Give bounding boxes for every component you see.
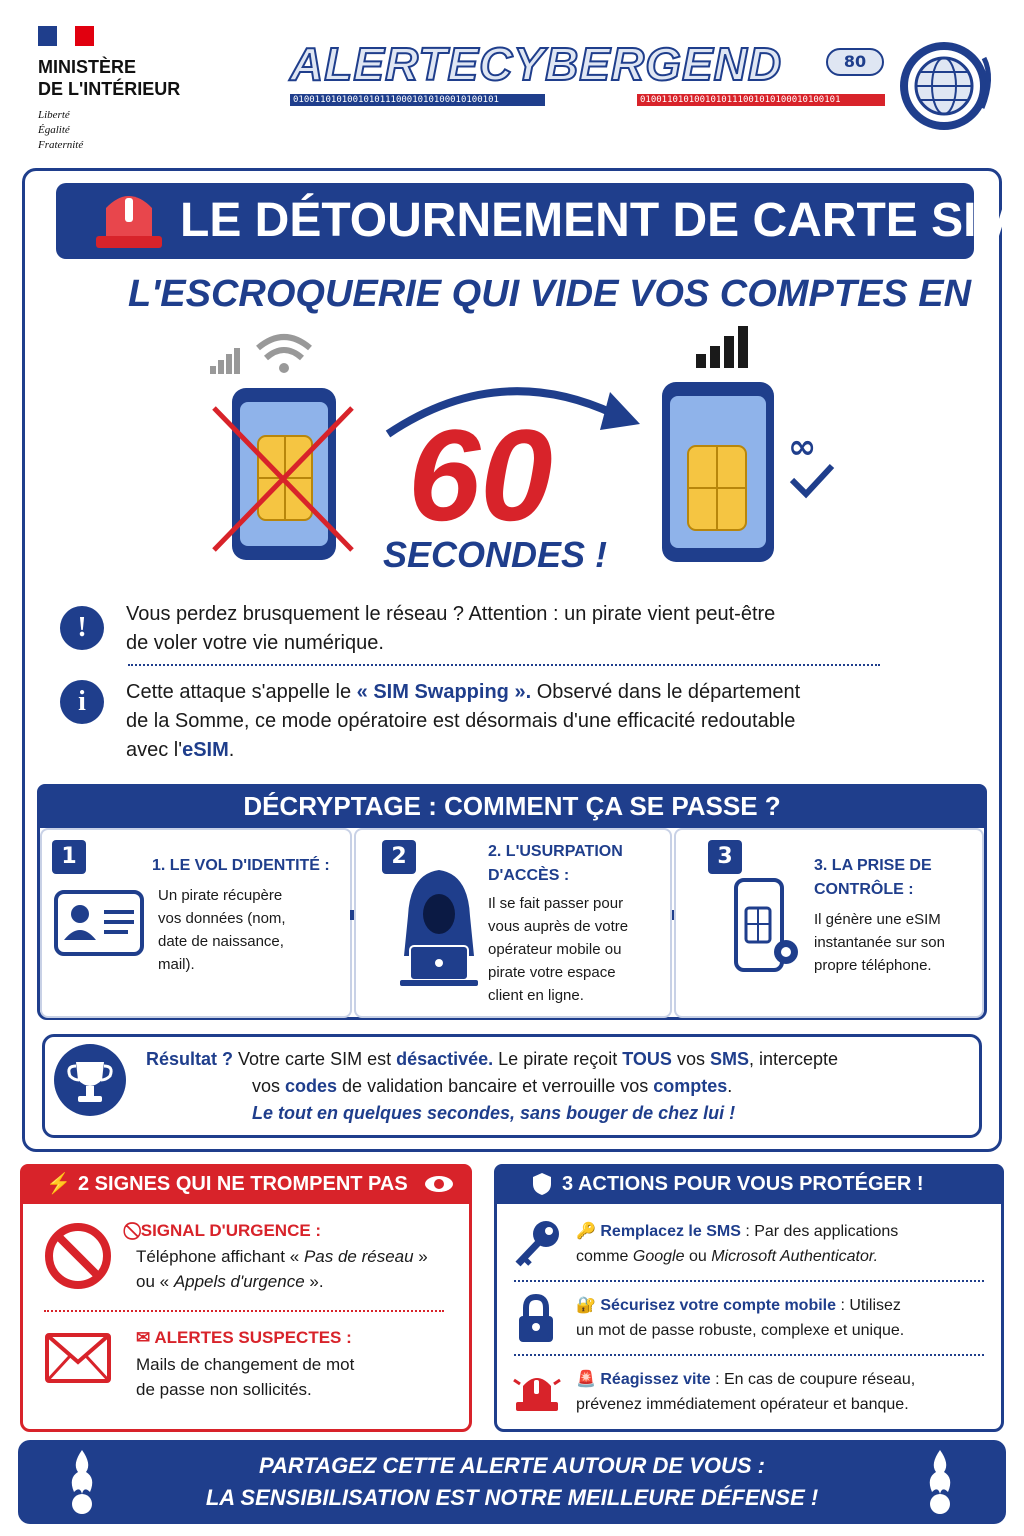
alertes-suspectes-text: Mails de changement de mot de passe non sollicités. bbox=[136, 1355, 355, 1399]
phone-esim-icon bbox=[660, 326, 780, 566]
trophy-icon bbox=[54, 1044, 126, 1116]
phone-esim-gear-icon bbox=[732, 878, 804, 974]
siren-icon bbox=[512, 1364, 562, 1414]
envelope-icon bbox=[44, 1332, 112, 1384]
binary-strip-right: 0100110101001010111001010100010100101 bbox=[637, 94, 885, 106]
step-number-1: 1 bbox=[52, 840, 86, 874]
infinity-icon: ∞ bbox=[788, 427, 817, 467]
action-2-text: 🔐 Sécurisez votre compte mobile : Utilisez un mot de passe robuste, complexe et unique. bbox=[576, 1297, 905, 1339]
actions-divider-2 bbox=[514, 1354, 984, 1356]
decryptage-title: DÉCRYPTAGE : COMMENT ÇA SE PASSE ? bbox=[243, 791, 781, 821]
id-card-icon bbox=[54, 890, 144, 956]
page-title: LE DÉTOURNEMENT DE CARTE SIM bbox=[180, 194, 1017, 247]
ministry-name: MINISTÈRE DE L'INTÉRIEUR bbox=[38, 57, 181, 99]
step-heading-1: 1. LE VOL D'IDENTITÉ : bbox=[152, 857, 330, 874]
alertecybergend-logo: ALERTECYBERGEND bbox=[290, 38, 783, 90]
key-icon bbox=[512, 1218, 562, 1270]
hacker-icon bbox=[396, 866, 482, 990]
signs-title: 2 SIGNES QUI NE TROMPENT PAS bbox=[78, 1173, 408, 1195]
info-icon: i bbox=[60, 680, 104, 724]
step-number-2: 2 bbox=[382, 840, 416, 874]
step-heading-2: 2. L'USURPATION D'ACCÈS : bbox=[488, 843, 623, 884]
signal-urgence-text: Téléphone affichant « Pas de réseau » ou « Appels d'urgence ». bbox=[136, 1247, 428, 1291]
exclamation-icon: ! bbox=[60, 606, 104, 650]
eye-icon bbox=[424, 1174, 454, 1194]
step-heading-3: 3. LA PRISE DE CONTRÔLE : bbox=[814, 857, 932, 898]
step-text-3: Il génère une eSIM instantanée sur son propre téléphone. bbox=[814, 911, 945, 974]
phone-no-signal-icon bbox=[206, 330, 366, 570]
binary-strip-left: 01001101010010101110001010100010100101 bbox=[290, 94, 545, 106]
padlock-icon bbox=[516, 1294, 556, 1344]
page-subtitle: L'ESCROQUERIE QUI VIDE VOS COMPTES EN bbox=[128, 273, 972, 315]
warning-text: Vous perdez brusquement le réseau ? Attention : un pirate vient peut-être de voler votre vie numérique. bbox=[126, 603, 776, 654]
checkmark-icon bbox=[788, 462, 836, 502]
step-number-3: 3 bbox=[708, 840, 742, 874]
lightning-icon: ⚡ bbox=[46, 1173, 71, 1195]
step-text-2: Il se fait passer pour vous auprès de votre opérateur mobile ou pirate votre espace client en ligne. bbox=[488, 895, 629, 1004]
actions-divider-1 bbox=[514, 1280, 984, 1282]
department-badge: 80 bbox=[826, 48, 884, 76]
prohibited-icon bbox=[44, 1222, 112, 1290]
shield-icon bbox=[532, 1172, 552, 1196]
marianne-logo bbox=[38, 26, 94, 46]
alarm-siren-icon bbox=[96, 186, 162, 252]
actions-title: 3 ACTIONS POUR VOUS PROTÉGER ! bbox=[562, 1173, 924, 1195]
alertes-suspectes-heading: ✉ ALERTES SUSPECTES : bbox=[136, 1328, 352, 1347]
seconds-number: 60 bbox=[408, 402, 553, 548]
info-text: Cette attaque s'appelle le « SIM Swapping ». Observé dans le département de la Somme, ce mode opératoire est désormais d'une efficacité redoutable avec l'eSIM. bbox=[126, 681, 801, 761]
signal-urgence-heading: ⃠ SIGNAL D'URGENCE : bbox=[136, 1221, 322, 1240]
republic-motto: Liberté Égalité Fraternité bbox=[38, 109, 84, 151]
result-text: Résultat ? Votre carte SIM est désactivée. Le pirate reçoit TOUS vos SMS, intercepte vos codes de validation bancaire et verrouille vos comptes. Le tout en quelques secondes, sans bouger de chez lui ! bbox=[146, 1049, 839, 1123]
dotted-divider bbox=[128, 664, 880, 666]
step-text-1: Un pirate récupère vos données (nom, date de naissance, mail). bbox=[158, 887, 286, 973]
seconds-label: SECONDES ! bbox=[383, 534, 608, 575]
footer-text: PARTAGEZ CETTE ALERTE AUTOUR DE VOUS : LA SENSIBILISATION EST NOTRE MEILLEURE DÉFENSE ! bbox=[205, 1453, 819, 1510]
action-1-text: 🔑 Remplacez le SMS : Par des applications comme Google ou Microsoft Authenticator. bbox=[576, 1223, 899, 1265]
gendarmerie-globe-icon bbox=[898, 38, 998, 138]
signs-divider bbox=[44, 1310, 444, 1312]
action-3-text: 🚨 Réagissez vite : En cas de coupure réseau, prévenez immédiatement opérateur et banque. bbox=[576, 1371, 916, 1413]
